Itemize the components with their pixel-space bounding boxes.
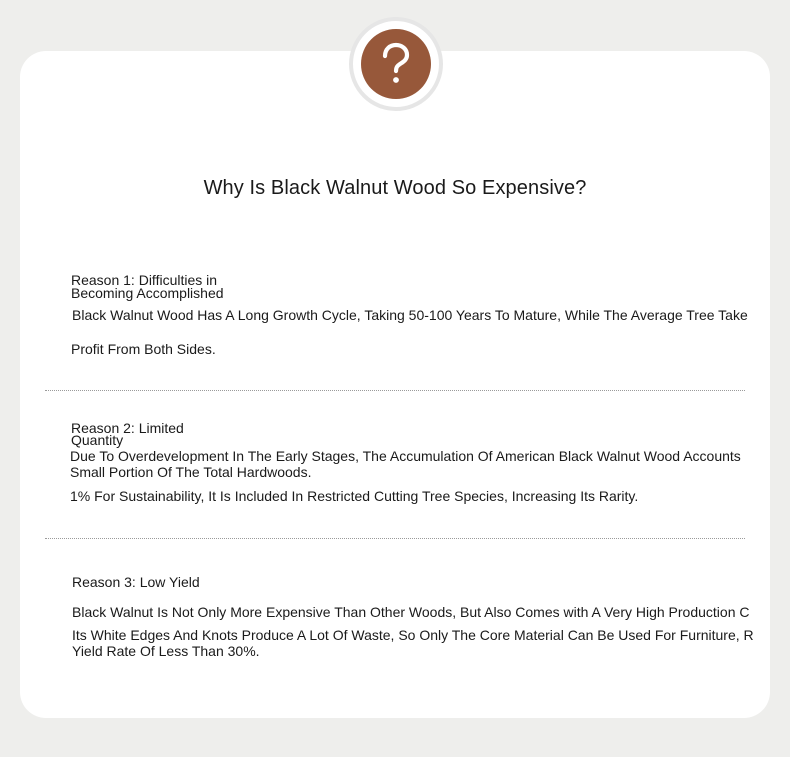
question-mark-icon — [376, 41, 416, 87]
page-title: Why Is Black Walnut Wood So Expensive? — [203, 177, 587, 199]
reason-3-heading: Reason 3: Low Yield — [72, 574, 200, 590]
section-divider — [45, 538, 745, 539]
section-divider — [45, 390, 745, 391]
reason-1-heading-line1: Reason 1: Difficulties in — [71, 272, 218, 288]
reason-3-text-line3: Yield Rate Of Less Than 30%. — [72, 643, 260, 659]
reason-2-text-line2: Small Portion Of The Total Hardwoods. — [70, 464, 312, 480]
reason-1-text-line2: Profit From Both Sides. — [71, 341, 216, 357]
reason-3-text-line2: Its White Edges And Knots Produce A Lot Of Waste, So Only The Core Material Can Be Used For Furniture, R — [72, 627, 754, 643]
question-badge — [349, 17, 443, 111]
reason-1-heading-line2: Becoming Accomplished — [71, 285, 224, 301]
reason-3-text-line1: Black Walnut Is Not Only More Expensive Than Other Woods, But Also Comes with A Very High Production C — [72, 604, 750, 620]
reason-2-heading-line2: Quantity — [71, 432, 124, 448]
reason-2-text-line3: 1% For Sustainability, It Is Included In Restricted Cutting Tree Species, Increasing Its Rarity. — [70, 488, 639, 504]
reason-2-heading-line1: Reason 2: Limited — [71, 420, 184, 436]
reason-1-text-line1: Black Walnut Wood Has A Long Growth Cycle, Taking 50-100 Years To Mature, While The Average Tree Take — [72, 307, 748, 323]
reason-2-text-line1: Due To Overdevelopment In The Early Stages, The Accumulation Of American Black Walnut Wood Accounts — [70, 448, 741, 464]
question-badge-circle — [361, 29, 431, 99]
